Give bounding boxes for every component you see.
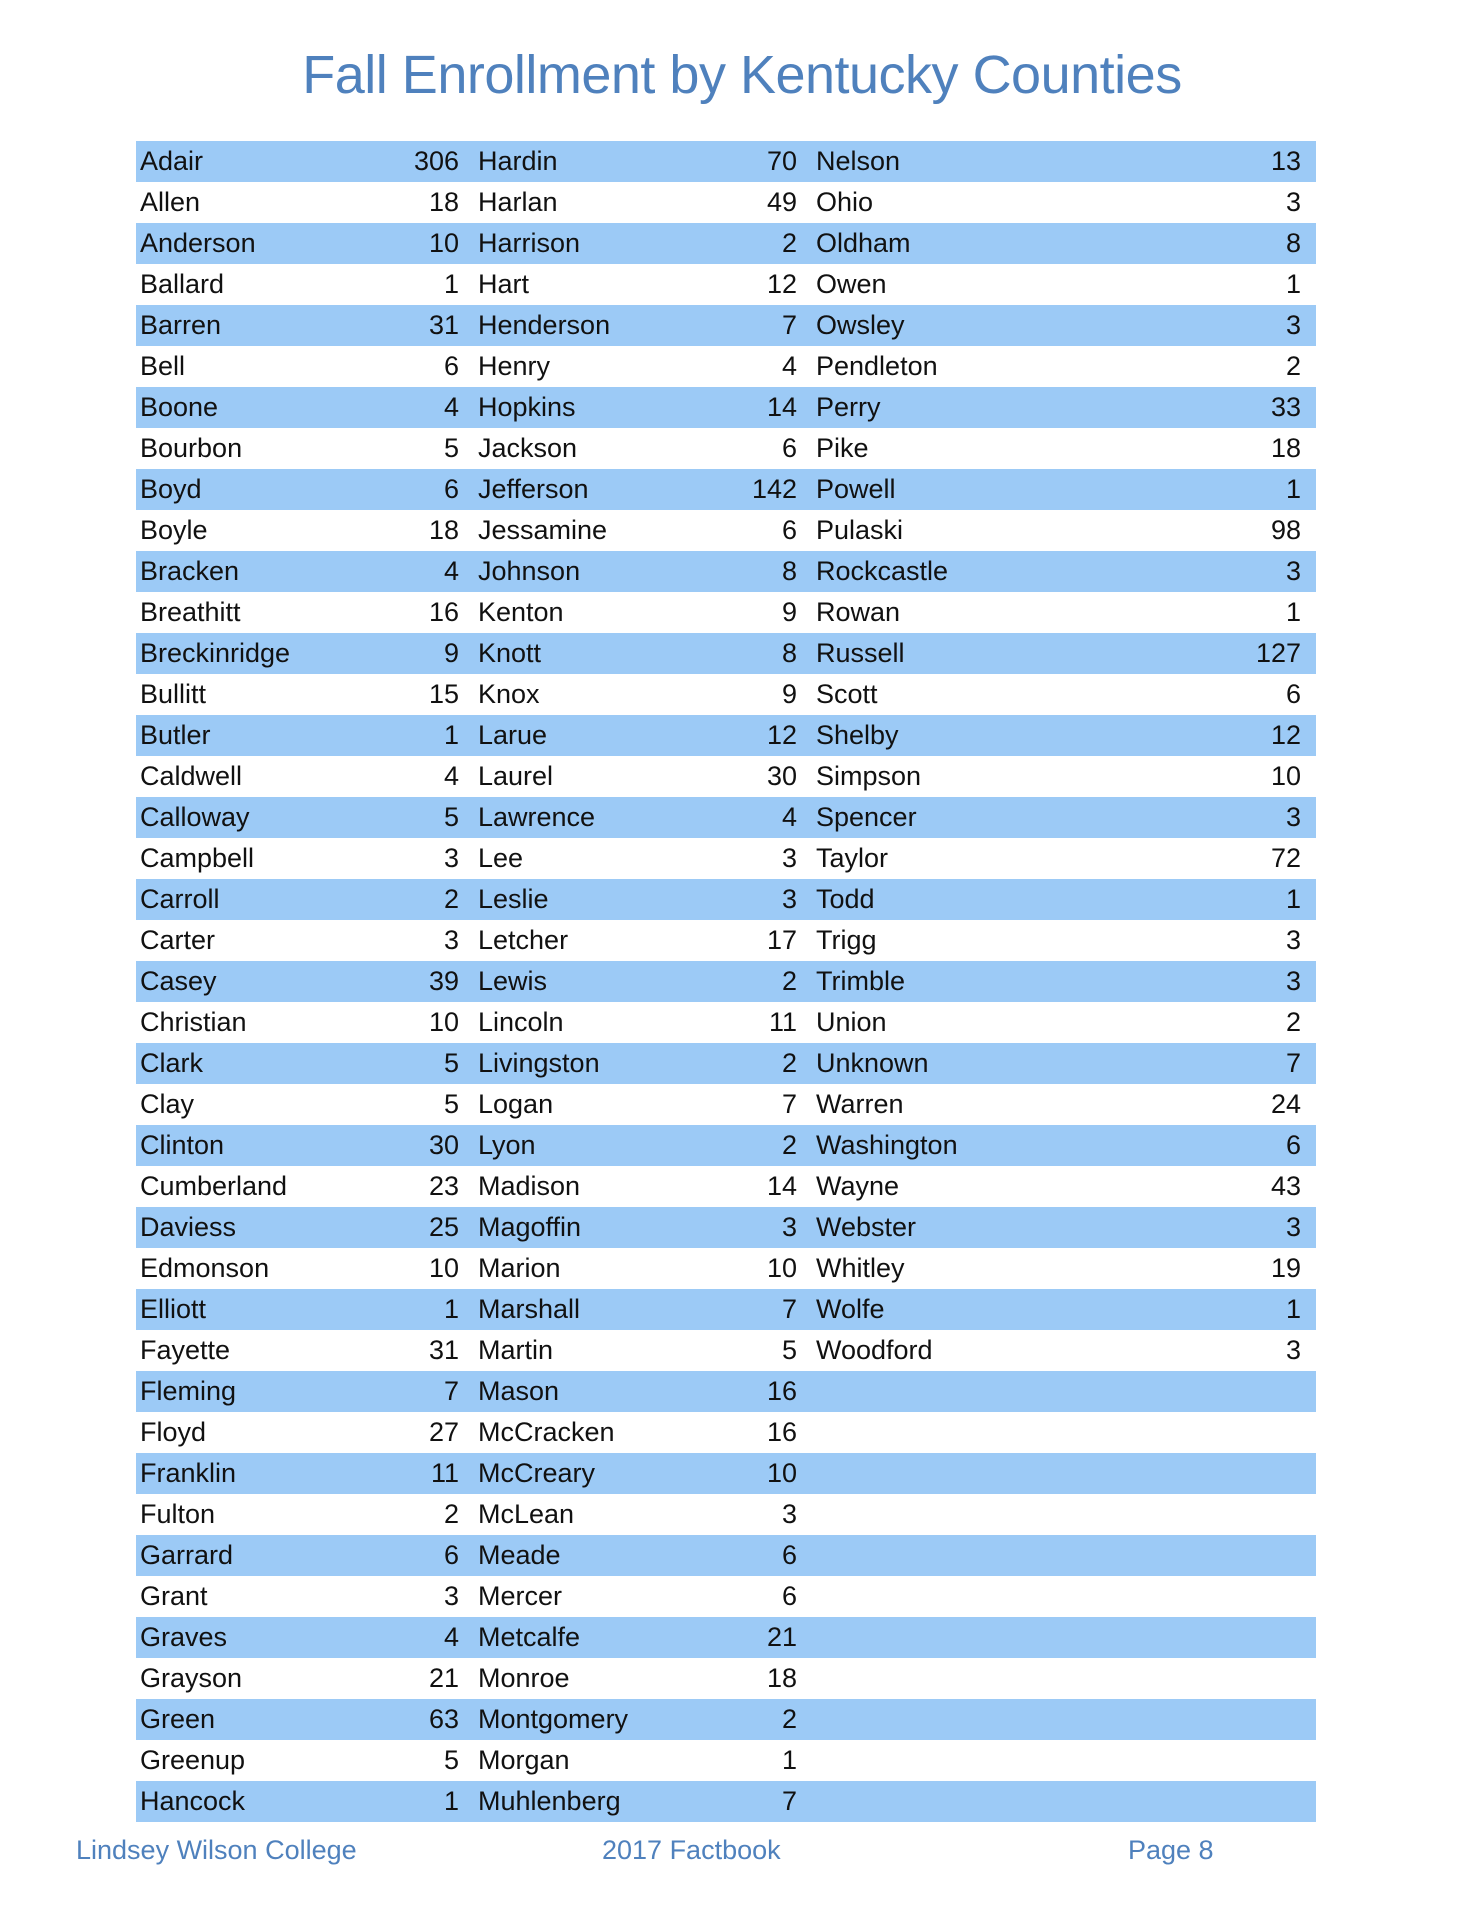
enrollment-count: 10 <box>333 1248 474 1289</box>
county-name: Oldham <box>812 223 1009 264</box>
enrollment-count: 1 <box>333 1781 474 1822</box>
enrollment-count: 5 <box>333 1084 474 1125</box>
table-row <box>136 838 1316 879</box>
enrollment-count: 1 <box>1009 879 1316 920</box>
table-row <box>136 1781 1316 1822</box>
table-row <box>136 1330 1316 1371</box>
table-row <box>136 1289 1316 1330</box>
table-row <box>136 428 1316 469</box>
enrollment-table-body <box>136 141 1316 1822</box>
table-row <box>136 551 1316 592</box>
enrollment-count <box>1009 1781 1316 1822</box>
page-title: Fall Enrollment by Kentucky Counties <box>302 45 1182 105</box>
enrollment-count: 3 <box>1009 1330 1316 1371</box>
table-row <box>136 469 1316 510</box>
enrollment-count <box>1009 1576 1316 1617</box>
county-name: Shelby <box>812 715 1009 756</box>
county-name: Magoffin <box>474 1207 671 1248</box>
enrollment-count: 306 <box>333 141 474 182</box>
enrollment-count: 3 <box>1009 1207 1316 1248</box>
table-row <box>136 1740 1316 1781</box>
enrollment-count: 70 <box>671 141 812 182</box>
county-name: Washington <box>812 1125 1009 1166</box>
enrollment-count: 18 <box>1009 428 1316 469</box>
county-name: Woodford <box>812 1330 1009 1371</box>
enrollment-count: 16 <box>333 592 474 633</box>
enrollment-count: 4 <box>333 387 474 428</box>
county-name: Pike <box>812 428 1009 469</box>
table-row <box>136 141 1316 182</box>
county-name: Campbell <box>136 838 333 879</box>
county-name: Hart <box>474 264 671 305</box>
county-name: Whitley <box>812 1248 1009 1289</box>
county-name: Breckinridge <box>136 633 333 674</box>
enrollment-count: 19 <box>1009 1248 1316 1289</box>
county-name: Lyon <box>474 1125 671 1166</box>
county-name: Breathitt <box>136 592 333 633</box>
county-name: Knott <box>474 633 671 674</box>
enrollment-count: 14 <box>671 1166 812 1207</box>
enrollment-count: 12 <box>671 715 812 756</box>
county-name: Green <box>136 1699 333 1740</box>
enrollment-count: 3 <box>671 1494 812 1535</box>
county-name: Spencer <box>812 797 1009 838</box>
enrollment-count: 43 <box>1009 1166 1316 1207</box>
enrollment-count: 2 <box>1009 1002 1316 1043</box>
table-row <box>136 633 1316 674</box>
county-name: Kenton <box>474 592 671 633</box>
county-name: Bullitt <box>136 674 333 715</box>
table-row <box>136 1658 1316 1699</box>
enrollment-count: 4 <box>671 346 812 387</box>
enrollment-count: 25 <box>333 1207 474 1248</box>
county-name: Allen <box>136 182 333 223</box>
county-name <box>812 1576 1009 1617</box>
enrollment-count: 14 <box>671 387 812 428</box>
county-name: Caldwell <box>136 756 333 797</box>
table-row <box>136 223 1316 264</box>
county-name: Grant <box>136 1576 333 1617</box>
county-name <box>812 1494 1009 1535</box>
enrollment-count: 4 <box>671 797 812 838</box>
enrollment-count: 5 <box>333 428 474 469</box>
enrollment-count: 5 <box>333 1043 474 1084</box>
county-name: Todd <box>812 879 1009 920</box>
county-name: Unknown <box>812 1043 1009 1084</box>
enrollment-count: 4 <box>333 551 474 592</box>
county-name: Graves <box>136 1617 333 1658</box>
county-name: Metcalfe <box>474 1617 671 1658</box>
county-name: Letcher <box>474 920 671 961</box>
county-name: Boyd <box>136 469 333 510</box>
enrollment-count: 31 <box>333 1330 474 1371</box>
county-name <box>812 1371 1009 1412</box>
table-row <box>136 1371 1316 1412</box>
county-name: Carter <box>136 920 333 961</box>
enrollment-count: 3 <box>671 1207 812 1248</box>
table-row <box>136 1002 1316 1043</box>
county-name: Henderson <box>474 305 671 346</box>
enrollment-count: 6 <box>671 428 812 469</box>
table-row <box>136 674 1316 715</box>
county-name: Scott <box>812 674 1009 715</box>
county-name: Union <box>812 1002 1009 1043</box>
enrollment-count: 98 <box>1009 510 1316 551</box>
table-row <box>136 182 1316 223</box>
enrollment-count <box>1009 1371 1316 1412</box>
enrollment-count: 27 <box>333 1412 474 1453</box>
county-name: Logan <box>474 1084 671 1125</box>
enrollment-count: 2 <box>671 1699 812 1740</box>
county-name: Fayette <box>136 1330 333 1371</box>
table-row <box>136 1166 1316 1207</box>
enrollment-count: 33 <box>1009 387 1316 428</box>
enrollment-count: 1 <box>1009 469 1316 510</box>
table-row <box>136 1084 1316 1125</box>
county-name: Hancock <box>136 1781 333 1822</box>
table-row <box>136 961 1316 1002</box>
county-name: Perry <box>812 387 1009 428</box>
enrollment-count: 10 <box>671 1248 812 1289</box>
enrollment-count: 3 <box>1009 551 1316 592</box>
enrollment-count: 6 <box>333 346 474 387</box>
county-name: Russell <box>812 633 1009 674</box>
county-name <box>812 1412 1009 1453</box>
enrollment-count: 21 <box>671 1617 812 1658</box>
county-name: Clark <box>136 1043 333 1084</box>
enrollment-count: 12 <box>1009 715 1316 756</box>
enrollment-count: 3 <box>1009 182 1316 223</box>
county-name: Livingston <box>474 1043 671 1084</box>
enrollment-table <box>136 141 1316 1822</box>
county-name: Montgomery <box>474 1699 671 1740</box>
enrollment-count: 39 <box>333 961 474 1002</box>
county-name: Knox <box>474 674 671 715</box>
county-name <box>812 1453 1009 1494</box>
enrollment-count: 1 <box>671 1740 812 1781</box>
table-row <box>136 879 1316 920</box>
table-row <box>136 1412 1316 1453</box>
county-name: Harrison <box>474 223 671 264</box>
county-name: Anderson <box>136 223 333 264</box>
enrollment-count: 3 <box>671 879 812 920</box>
county-name: Meade <box>474 1535 671 1576</box>
table-row <box>136 1453 1316 1494</box>
table-row <box>136 1535 1316 1576</box>
table-row <box>136 1617 1316 1658</box>
county-name: Wolfe <box>812 1289 1009 1330</box>
enrollment-count: 2 <box>671 1043 812 1084</box>
enrollment-count: 3 <box>1009 797 1316 838</box>
table-row <box>136 1207 1316 1248</box>
county-name: Fleming <box>136 1371 333 1412</box>
table-row <box>136 346 1316 387</box>
county-name: McCreary <box>474 1453 671 1494</box>
county-name: Boyle <box>136 510 333 551</box>
table-row <box>136 1125 1316 1166</box>
county-name <box>812 1658 1009 1699</box>
county-name: McCracken <box>474 1412 671 1453</box>
county-name: Trigg <box>812 920 1009 961</box>
enrollment-count: 6 <box>671 1576 812 1617</box>
enrollment-count: 49 <box>671 182 812 223</box>
enrollment-count: 9 <box>671 674 812 715</box>
county-name: Taylor <box>812 838 1009 879</box>
enrollment-count: 5 <box>333 797 474 838</box>
county-name: Pulaski <box>812 510 1009 551</box>
enrollment-count: 3 <box>1009 920 1316 961</box>
enrollment-count: 72 <box>1009 838 1316 879</box>
county-name: Henry <box>474 346 671 387</box>
enrollment-count <box>1009 1658 1316 1699</box>
county-name: Marion <box>474 1248 671 1289</box>
table-row <box>136 1576 1316 1617</box>
county-name <box>812 1535 1009 1576</box>
county-name: Franklin <box>136 1453 333 1494</box>
footer-page-number: Page 8 <box>1128 1835 1214 1865</box>
county-name: Muhlenberg <box>474 1781 671 1822</box>
enrollment-count: 3 <box>1009 305 1316 346</box>
county-name: Marshall <box>474 1289 671 1330</box>
table-row <box>136 387 1316 428</box>
county-name: Butler <box>136 715 333 756</box>
county-name: Boone <box>136 387 333 428</box>
enrollment-count: 10 <box>1009 756 1316 797</box>
county-name: Lewis <box>474 961 671 1002</box>
county-name: Webster <box>812 1207 1009 1248</box>
county-name: Lawrence <box>474 797 671 838</box>
enrollment-count: 1 <box>333 715 474 756</box>
table-row <box>136 1043 1316 1084</box>
enrollment-count: 2 <box>671 1125 812 1166</box>
enrollment-count: 18 <box>333 510 474 551</box>
enrollment-count <box>1009 1535 1316 1576</box>
enrollment-count: 21 <box>333 1658 474 1699</box>
footer-college-name: Lindsey Wilson College <box>76 1835 357 1865</box>
enrollment-count: 1 <box>333 1289 474 1330</box>
county-name: Jefferson <box>474 469 671 510</box>
enrollment-count: 2 <box>671 223 812 264</box>
county-name: Larue <box>474 715 671 756</box>
table-row <box>136 756 1316 797</box>
county-name: Harlan <box>474 182 671 223</box>
table-row <box>136 1699 1316 1740</box>
county-name: Nelson <box>812 141 1009 182</box>
enrollment-count: 31 <box>333 305 474 346</box>
county-name: Warren <box>812 1084 1009 1125</box>
enrollment-count: 127 <box>1009 633 1316 674</box>
enrollment-count: 8 <box>671 551 812 592</box>
enrollment-count: 13 <box>1009 141 1316 182</box>
enrollment-count: 142 <box>671 469 812 510</box>
county-name: Hopkins <box>474 387 671 428</box>
county-name: Jackson <box>474 428 671 469</box>
county-name: Mason <box>474 1371 671 1412</box>
enrollment-count: 3 <box>333 1576 474 1617</box>
county-name: Monroe <box>474 1658 671 1699</box>
enrollment-count: 3 <box>333 920 474 961</box>
county-name: Hardin <box>474 141 671 182</box>
enrollment-count: 8 <box>1009 223 1316 264</box>
enrollment-count: 2 <box>333 879 474 920</box>
county-name: Simpson <box>812 756 1009 797</box>
county-name: Mercer <box>474 1576 671 1617</box>
enrollment-count: 3 <box>1009 961 1316 1002</box>
enrollment-count: 1 <box>333 264 474 305</box>
enrollment-count: 18 <box>333 182 474 223</box>
county-name: Bell <box>136 346 333 387</box>
enrollment-count <box>1009 1453 1316 1494</box>
county-name: Daviess <box>136 1207 333 1248</box>
footer-factbook-label: 2017 Factbook <box>602 1835 781 1865</box>
enrollment-count: 7 <box>671 305 812 346</box>
enrollment-count: 7 <box>671 1084 812 1125</box>
table-row <box>136 797 1316 838</box>
enrollment-count: 7 <box>333 1371 474 1412</box>
enrollment-count: 2 <box>333 1494 474 1535</box>
table-row <box>136 1248 1316 1289</box>
enrollment-count: 8 <box>671 633 812 674</box>
county-name: Owen <box>812 264 1009 305</box>
enrollment-count: 5 <box>671 1330 812 1371</box>
county-name: Christian <box>136 1002 333 1043</box>
enrollment-count: 10 <box>333 223 474 264</box>
county-name: Barren <box>136 305 333 346</box>
county-name: Leslie <box>474 879 671 920</box>
enrollment-count: 11 <box>671 1002 812 1043</box>
county-name: Laurel <box>474 756 671 797</box>
county-name: Cumberland <box>136 1166 333 1207</box>
county-name: Fulton <box>136 1494 333 1535</box>
county-name: Edmonson <box>136 1248 333 1289</box>
table-row <box>136 920 1316 961</box>
table-row <box>136 510 1316 551</box>
county-name: Floyd <box>136 1412 333 1453</box>
enrollment-count: 2 <box>1009 346 1316 387</box>
enrollment-count: 6 <box>333 469 474 510</box>
enrollment-count: 30 <box>333 1125 474 1166</box>
county-name: Casey <box>136 961 333 1002</box>
enrollment-count: 17 <box>671 920 812 961</box>
county-name: Madison <box>474 1166 671 1207</box>
table-row <box>136 592 1316 633</box>
county-name: Clinton <box>136 1125 333 1166</box>
county-name: Grayson <box>136 1658 333 1699</box>
county-name: Lincoln <box>474 1002 671 1043</box>
enrollment-table-container <box>136 141 1316 1822</box>
county-name <box>812 1740 1009 1781</box>
enrollment-count: 15 <box>333 674 474 715</box>
county-name: Rowan <box>812 592 1009 633</box>
county-name: Wayne <box>812 1166 1009 1207</box>
table-row <box>136 264 1316 305</box>
county-name: Ballard <box>136 264 333 305</box>
enrollment-count: 18 <box>671 1658 812 1699</box>
county-name: Calloway <box>136 797 333 838</box>
enrollment-count: 10 <box>671 1453 812 1494</box>
county-name: Owsley <box>812 305 1009 346</box>
county-name: Martin <box>474 1330 671 1371</box>
county-name <box>812 1781 1009 1822</box>
enrollment-count: 16 <box>671 1412 812 1453</box>
enrollment-count: 16 <box>671 1371 812 1412</box>
enrollment-count: 6 <box>671 1535 812 1576</box>
enrollment-count: 3 <box>671 838 812 879</box>
enrollment-count <box>1009 1617 1316 1658</box>
enrollment-count: 4 <box>333 756 474 797</box>
county-name: Ohio <box>812 182 1009 223</box>
enrollment-count: 6 <box>671 510 812 551</box>
enrollment-count: 5 <box>333 1740 474 1781</box>
county-name: Jessamine <box>474 510 671 551</box>
county-name: Rockcastle <box>812 551 1009 592</box>
enrollment-count: 1 <box>1009 592 1316 633</box>
county-name: McLean <box>474 1494 671 1535</box>
enrollment-count: 23 <box>333 1166 474 1207</box>
enrollment-count: 63 <box>333 1699 474 1740</box>
county-name: Pendleton <box>812 346 1009 387</box>
enrollment-count: 6 <box>1009 1125 1316 1166</box>
enrollment-count <box>1009 1412 1316 1453</box>
table-row <box>136 305 1316 346</box>
enrollment-count: 12 <box>671 264 812 305</box>
enrollment-count: 7 <box>671 1289 812 1330</box>
table-row <box>136 1494 1316 1535</box>
enrollment-count: 11 <box>333 1453 474 1494</box>
county-name: Greenup <box>136 1740 333 1781</box>
county-name: Trimble <box>812 961 1009 1002</box>
enrollment-count: 7 <box>1009 1043 1316 1084</box>
enrollment-count: 7 <box>671 1781 812 1822</box>
enrollment-count: 10 <box>333 1002 474 1043</box>
enrollment-count <box>1009 1740 1316 1781</box>
table-row <box>136 715 1316 756</box>
enrollment-count: 9 <box>671 592 812 633</box>
enrollment-count: 9 <box>333 633 474 674</box>
county-name: Bourbon <box>136 428 333 469</box>
county-name: Bracken <box>136 551 333 592</box>
enrollment-count: 6 <box>1009 674 1316 715</box>
enrollment-count: 6 <box>333 1535 474 1576</box>
enrollment-count: 1 <box>1009 264 1316 305</box>
enrollment-count: 4 <box>333 1617 474 1658</box>
county-name <box>812 1617 1009 1658</box>
county-name: Garrard <box>136 1535 333 1576</box>
enrollment-count: 1 <box>1009 1289 1316 1330</box>
enrollment-count: 3 <box>333 838 474 879</box>
county-name: Morgan <box>474 1740 671 1781</box>
county-name <box>812 1699 1009 1740</box>
county-name: Adair <box>136 141 333 182</box>
enrollment-count <box>1009 1699 1316 1740</box>
enrollment-count <box>1009 1494 1316 1535</box>
county-name: Clay <box>136 1084 333 1125</box>
county-name: Johnson <box>474 551 671 592</box>
county-name: Elliott <box>136 1289 333 1330</box>
enrollment-count: 2 <box>671 961 812 1002</box>
enrollment-count: 24 <box>1009 1084 1316 1125</box>
enrollment-count: 30 <box>671 756 812 797</box>
county-name: Powell <box>812 469 1009 510</box>
county-name: Carroll <box>136 879 333 920</box>
county-name: Lee <box>474 838 671 879</box>
